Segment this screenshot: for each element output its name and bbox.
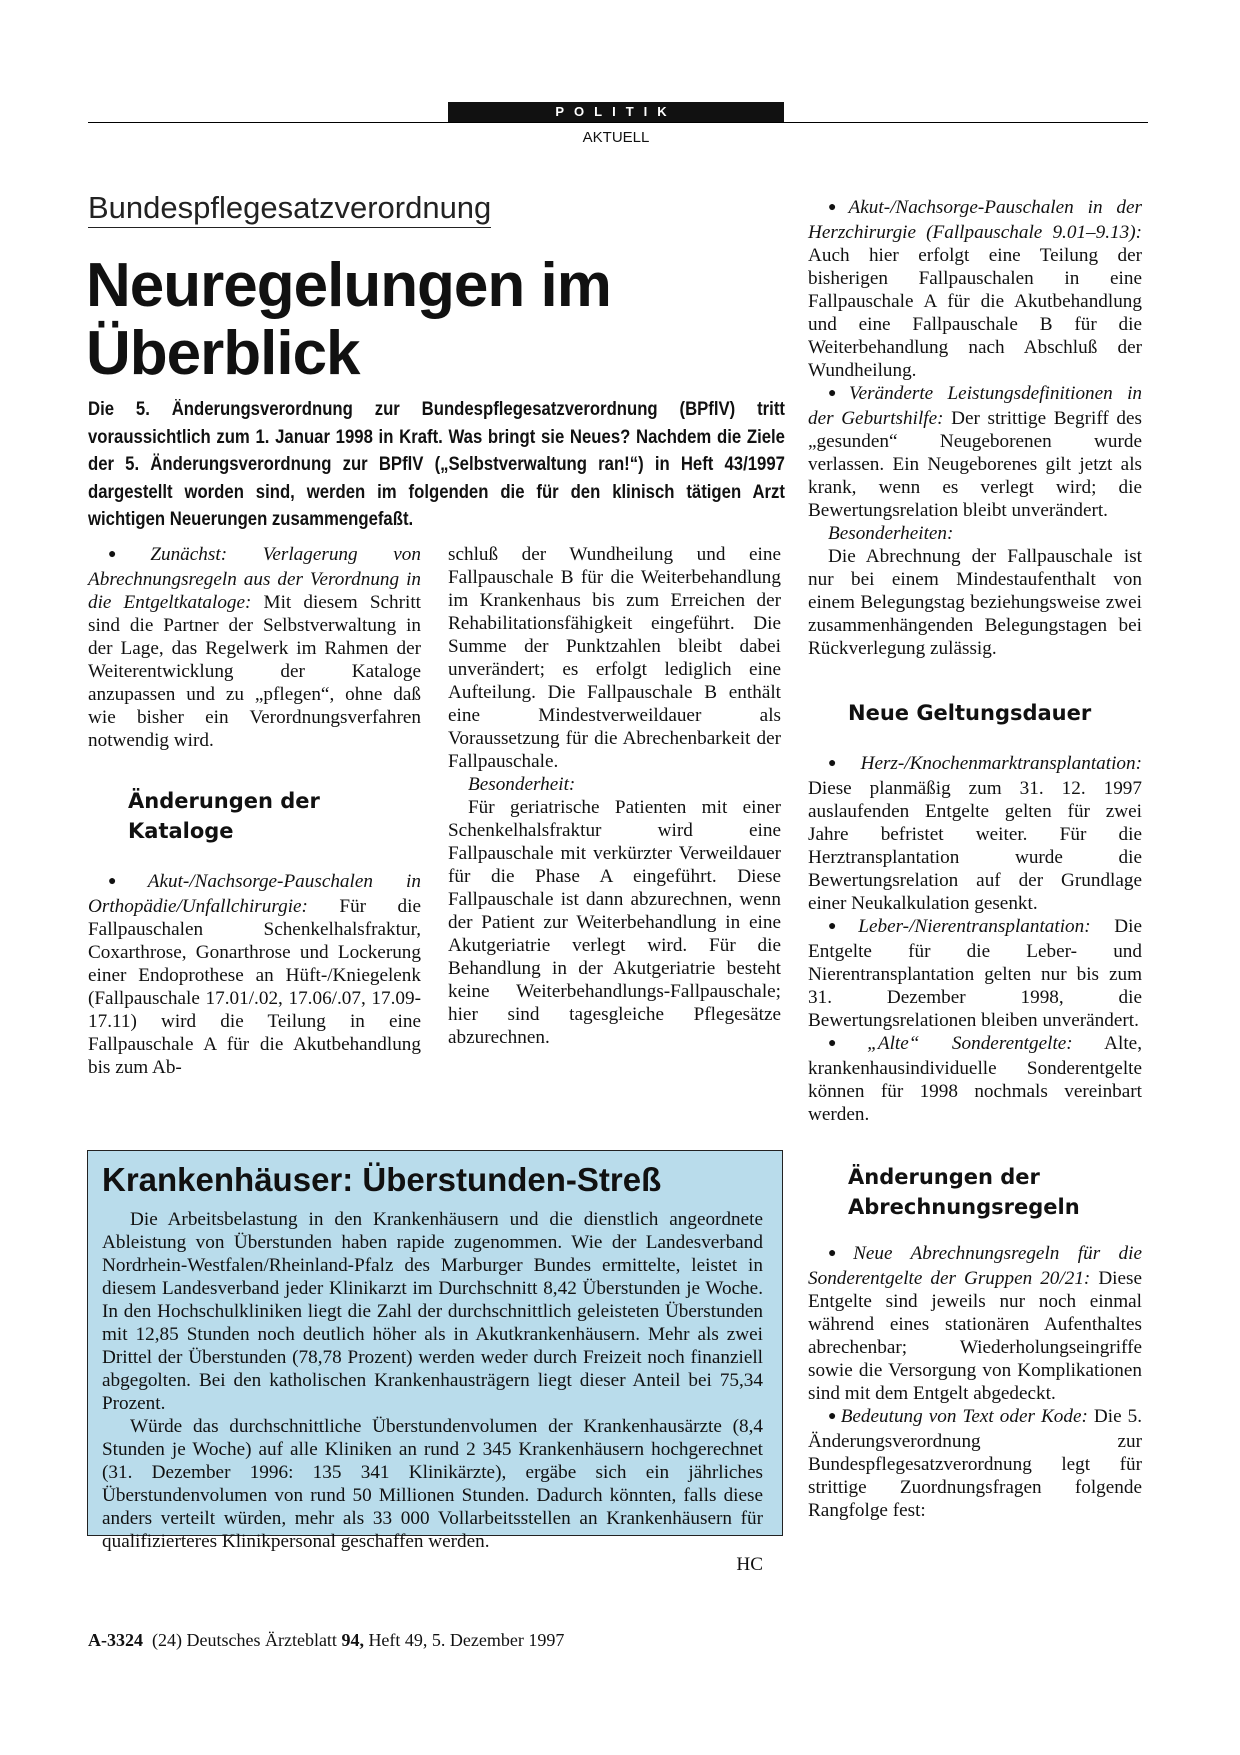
col3-paragraph-3: Die Abrechnung der Fallpauschale ist nur bei einem Mindestaufenthalt von einem Belegungstag beziehungsweise zwei zusammenhängenden Belegungstagen bei Rückverlegung zulässig.	[808, 546, 1142, 659]
col3-paragraph-6	[808, 1032, 1142, 1126]
bullet-icon: ●	[828, 386, 846, 401]
col3-p6-text: Alte, krankenhausindividuelle Sonderentgelte können für 1998 nochmals vereinbart werden.	[808, 1033, 1142, 1125]
column-1	[88, 543, 421, 1079]
footer-text-b: Heft 49, 5. Dezember 1997	[363, 1630, 565, 1650]
col3-p1-italic: Akut-/Nachsorge-Pauschalen in der Herzchirurgie (Fallpauschale 9.01–9.13):	[808, 197, 1142, 243]
col3-paragraph-5	[808, 915, 1142, 1032]
col3-p5-text: Die Entgelte für die Leber- und Nierentransplantation gelten nur bis zum 31. Dezember 1998, die Bewertungsrelationen bleiben unverändert.	[808, 916, 1142, 1031]
col3-paragraph-1	[808, 196, 1142, 382]
col3-p7-italic: Neue Abrechnungsregeln für die Sonderentgelte der Gruppen 20/21:	[808, 1243, 1142, 1289]
bullet-icon: ●	[108, 874, 145, 889]
col3-heading-1: Neue Geltungsdauer	[848, 701, 1092, 725]
col3-paragraph-2	[808, 382, 1142, 522]
kicker: Bundespflegesatzverordnung	[88, 189, 491, 228]
col1-heading	[128, 786, 421, 846]
col1-p1-text: Mit diesem Schritt sind die Partner der Selbstverwaltung in der Lage, das Regelwerk im Rahmen der Weiterentwicklung der Kataloge anzupassen und zu „pflegen“, ohne daß wie bisher ein Verordnungsverfahren notwendig wird.	[88, 592, 421, 751]
footer-volume: 94,	[341, 1630, 364, 1650]
col3-heading-2-line-2: Abrechnungsregeln	[848, 1195, 1080, 1219]
col3-p5-italic: Leber-/Nierentransplantation:	[858, 916, 1091, 937]
page-number: A-3324	[88, 1630, 143, 1650]
col3-paragraph-7	[808, 1242, 1142, 1405]
col3-p6-italic: „Alte“ Sonderentgelte:	[867, 1033, 1073, 1054]
col1-p1-italic: Zunächst: Verlagerung von Abrechnungsregeln aus der Verordnung in die Entgeltkataloge:	[88, 544, 421, 613]
info-box-signature: HC	[736, 1554, 763, 1575]
info-box-paragraph-1: Die Arbeitsbelastung in den Krankenhäusern und die dienstlich angeordnete Ableistung von Überstunden haben rapide zugenommen. Wie der Landesverband Nordrhein-Westfalen/Rheinland-Pfalz des Marburger Bundes ermittelte, leistet in diesem Landesverband jeder Klinikarzt im Durchschnitt 8,42 Überstunden je Woche. In den Hochschulkliniken liegt die Zahl der durchschnittlich geleisteten Überstunden mit 12,85 Stunden noch deutlich höher als in Akutkrankenhäusern. Mehr als zwei Drittel der Überstunden (78,78 Prozent) werden weder durch Freizeit noch finanziell abgegolten. Bei den katholischen Krankenhausträgern liegt dieser Anteil bei 75,34 Prozent.	[102, 1209, 763, 1414]
col2-label	[448, 773, 781, 796]
headline	[86, 252, 776, 388]
bullet-icon: ●	[828, 756, 858, 771]
bullet-icon: ●	[828, 200, 846, 215]
bullet-icon: ●	[828, 1036, 865, 1051]
col3-p1-text: Auch hier erfolgt eine Teilung der bisherigen Fallpauschalen in eine Fallpauschale A für die Akutbehandlung und eine Fallpauschale B für die Weiterbehandlung nach Abschluß der Wundheilung.	[808, 245, 1142, 381]
col3-paragraph-4	[808, 752, 1142, 915]
col1-paragraph-2	[88, 870, 421, 1079]
col1-heading-line-1: Änderungen der	[128, 789, 320, 813]
col2-paragraph-2: Für geriatrische Patienten mit einer Schenkelhalsfraktur wird eine Fallpauschale mit verkürzter Verweildauer für die Phase A eingeführt. Diese Fallpauschale ist dann abzurechnen, wenn der Patient zur Weiterbehandlung in eine Akutgeriatrie verlegt wird. Für die Behandlung in der Akutgeriatrie besteht keine Weiterbehandlungs-Fallpauschale; hier sind tagesgleiche Pflegesätze abzurechnen.	[448, 797, 781, 1048]
section-label: POLITIK	[448, 102, 784, 122]
col1-heading-line-2: Kataloge	[128, 819, 234, 843]
info-box-title: Krankenhäuser: Überstunden-Streß	[102, 1161, 662, 1198]
col3-p8-text: Die 5. Änderungsverordnung zur Bundespflegesatzverordnung legt für strittige Zuordnungsfragen folgende Rangfolge fest:	[808, 1406, 1142, 1521]
headline-line-2: Überblick	[86, 319, 360, 388]
col3-p2-text: Der strittige Begriff des „gesunden“ Neugeborenen wurde verlassen. Ein Neugeborenes gilt jetzt als krank, wenn es verlegt wird; die Bewertungsrelation bleibt unverändert.	[808, 408, 1142, 521]
bullet-icon: ●	[108, 547, 148, 562]
col2-paragraph-1: schluß der Wundheilung und eine Fallpauschale B für die Weiterbehandlung im Krankenhaus bis zum Erreichen der Rehabilitationsfähigkeit eingeführt. Die Summe der Punktzahlen bleibt dabei unverändert; es erfolgt lediglich eine Aufteilung. Die Fallpauschale B enthält eine Mindestverweildauer als Voraussetzung für die Abrechenbarkeit der Fallpauschale.	[448, 544, 781, 772]
header-rule	[88, 122, 1148, 123]
col3-p8-italic: Bedeutung von Text oder Kode:	[840, 1406, 1088, 1427]
col3-p2-italic: Veränderte Leistungsdefinitionen in der Geburtshilfe:	[808, 383, 1142, 429]
column-3	[808, 196, 1142, 1522]
col3-label	[808, 522, 1142, 545]
col1-p2-italic: Akut-/Nachsorge-Pauschalen in Orthopädie/Unfallchirurgie:	[88, 871, 421, 917]
page-footer	[88, 1630, 564, 1651]
col2-label-text: Besonderheit:	[468, 774, 576, 795]
lead-paragraph: Die 5. Änderungsverordnung zur Bundespflegesatzverordnung (BPflV) tritt voraussichtlich zum 1. Januar 1998 in Kraft. Was bringt sie Neues? Nachdem die Ziele der 5. Änderungsverordnung zur BPflV („Selbstverwaltung ran!“) in Heft 43/1997 dargestellt worden sind, werden im folgenden die für den klinisch tätigen Arzt wichtigen Neuerungen zusammengefaßt.	[88, 399, 785, 530]
bullet-icon: ●	[828, 1409, 838, 1424]
info-box-text	[102, 1208, 763, 1576]
col3-p4-text: Diese planmäßig zum 31. 12. 1997 auslaufenden Entgelte gelten für zwei Jahre befristet weiter. Für die Herztransplantation wurde die Bewertungsrelation auf der Grundlage einer Neukalkulation gesenkt.	[808, 778, 1142, 914]
footer-text-a: (24) Deutsches Ärzteblatt	[152, 1630, 342, 1650]
col3-p4-italic: Herz-/Knochenmarktransplantation:	[860, 753, 1142, 774]
col3-p7-text: Diese Entgelte sind jeweils nur noch einmal während eines stationären Aufenthaltes abrechenbar; Wiederholungseingriffe sowie die Versorgung von Komplikationen sind mit dem Entgelt abgedeckt.	[808, 1268, 1143, 1404]
col3-paragraph-8	[808, 1405, 1142, 1522]
subsection-label: AKTUELL	[582, 129, 650, 146]
col1-paragraph-1	[88, 543, 421, 752]
col3-label-text: Besonderheiten:	[828, 523, 954, 544]
bullet-icon: ●	[828, 1246, 851, 1261]
bullet-icon: ●	[828, 919, 856, 934]
col3-heading-2	[848, 1162, 1142, 1222]
column-2	[448, 543, 781, 1049]
col1-p2-text: Für die Fallpauschalen Schenkelhalsfraktur, Coxarthrose, Gonarthrose und Lockerung einer Endoprothese an Hüft-/Kniegelenk (Fallpauschale 17.01/.02, 17.06/.07, 17.09-17.11) wird die Teilung in eine Fallpauschale A für die Akutbehandlung bis zum Ab-	[88, 896, 421, 1078]
info-box-paragraph-2: Würde das durchschnittliche Überstundenvolumen der Krankenhausärzte (8,4 Stunden je Woche) auf alle Kliniken an rund 2 345 Krankenhäusern hochgerechnet (31. Dezember 1996: 135 341 Klinikärzte), ergäbe sich ein jährliches Überstundenvolumen von rund 50 Millionen Stunden. Dadurch könnten, falls diese anders verteilt würden, mehr als 33 000 Vollarbeitsstellen an Krankenhäusern für qualifizierteres Klinikpersonal geschaffen werden.	[102, 1416, 763, 1552]
headline-line-1: Neuregelungen im	[86, 251, 611, 320]
col3-heading-2-line-1: Änderungen der	[848, 1165, 1040, 1189]
